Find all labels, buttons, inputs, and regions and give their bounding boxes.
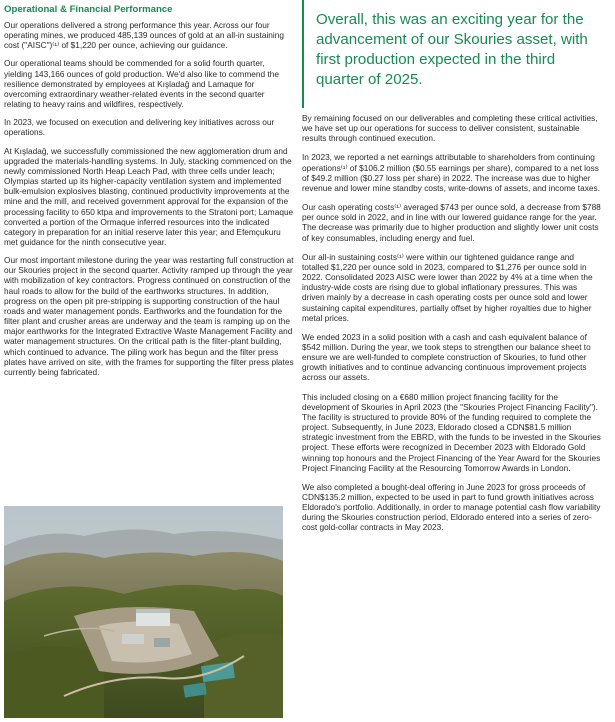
right-body [301, 113, 601, 533]
pull-quote [301, 0, 601, 113]
right-column [301, 0, 601, 542]
skouries-site-photo [4, 506, 283, 718]
left-paragraph-4: At Kışladağ, we successfully commissioned the new agglomeration drum and upgraded the materials-handling systems. In July, stacking commenced on the newly commissioned North Heap Leach Pad, with three cells under leach; Olympias started up its higher-capacity ventilation system and implemented bulk-emulsion explosives blasting, continued productivity improvements at the mine and the mill, and received government approval for the expansion of the processing facility to 650 ktpa and improvements to the Stratoni port; Lamaque converted a portion of the Ormaque inferred resources into the indicated category in preparation for an initial reserve later this year; and Efemçukuru met guidance for the ninth consecutive year. [4, 145, 294, 247]
left-paragraph-5: Our most important milestone during the year was restarting full construction at our Skouries project in the second quarter. Activity ramped up through the year with mobilization of key contractors. Progress continued on construction of the haul roads to allow for the build of the earthworks structures. In addition, progress on the open pit pre-stripping is supporting construction of the haul roads and water management ponds. Earthworks and the foundation for the filter plant and crusher areas are underway and the team is ramping up on the major earthworks for the Integrated Extractive Waste Management Facility and water management structures. On the critical path is the filter-plant building, which continued to advance. The piling work has begun and the filter press plates have arrived on site, with the frames for supporting the filter press plates currently being fabricated. [4, 255, 294, 377]
pull-quote-text: Overall, this was an exciting year for the advancement of our Skouries asset, with first production expected in the third quarter of 2025. [316, 11, 588, 88]
right-paragraph-7: We also completed a bought-deal offering in June 2023 for gross proceeds of CDN$135.2 million, expected to be used in part to fund growth initiatives across Eldorado's portfolio. Additionally, in order to manage potential cash flow variability during the Skouries construction period, Eldorado entered into a series of zero-cost gold-collar contracts in May 2023. [302, 481, 601, 533]
pull-quote-rule [302, 0, 304, 108]
right-paragraph-5: We ended 2023 in a solid position with a cash and cash equivalent balance of $542 million. During the year, we took steps to strengthen our balance sheet to ensure we are well-funded to complete construction of Skouries, to fund other growth initiatives and to continue advancing continuous improvement projects across our assets. [302, 331, 591, 383]
right-paragraph-2: In 2023, we reported a net earnings attributable to shareholders from continuing operations⁽¹⁾ of $106.2 million ($0.55 earnings per share), compared to a net loss of $49.2 million ($0.27 loss per share) in 2022. The increase was due to higher revenue and lower mine standby costs, write-downs of assets, and income taxes. [302, 152, 600, 193]
right-paragraph-3: Our cash operating costs⁽¹⁾ averaged $743 per ounce sold, a decrease from $788 per ounce sold in 2022, and in line with our lowered guidance range for the year. The decrease was primarily due to higher production and slightly lower unit costs of key consumables, including energy and fuel. [302, 202, 601, 243]
section-heading: Operational & Financial Performance [4, 4, 173, 15]
right-paragraph-6: This included closing on a €680 million project financing facility for the development of Skouries in April 2023 (the "Skouries Project Financing Facility"). The facility is structured to provide 80% of the funding required to complete the project. Subsequently, in June 2023, Eldorado closed a CDN$81.5 million strategic investment from the EBRD, with the funds to be invested in the Skouries project. These efforts were recognized in December 2023 with Eldorado Gold winning top honours and the Project Financing of the Year Award for the Skouries Project Financing Facility at the Resourcing Tomorrow Awards in London. [302, 391, 601, 473]
left-paragraph-1: Our operations delivered a strong performance this year. Across our four operating mines, we produced 485,139 ounces of gold at an all-in sustaining cost ("AISC")⁽¹⁾ of $1,220 per ounce, achieving our guidance. [4, 20, 284, 51]
left-paragraph-2: Our operational teams should be commended for a solid fourth quarter, yielding 143,166 ounces of gold production. We'd also like to commend the resilience demonstrated by employees at Kışladağ and Lamaque for overcoming extraordinary weather-related events in the second quarter relating to heavy rains and wildfires, respectively. [4, 58, 279, 110]
right-paragraph-4: Our all-in sustaining costs⁽¹⁾ were within our tightened guidance range and totalled $1,220 per ounce sold in 2023, compared to $1,276 per ounce sold in 2022. Consolidated 2023 AISC were lower than 2022 by 4% at a time when the industry-wide costs are rising due to global inflationary pressures. This was driven mainly by a decrease in cash operating costs per ounce sold and lower sustaining capital expenditures, partially offset by higher royalties due to higher metal prices. [302, 251, 593, 323]
left-paragraph-3: In 2023, we focused on execution and delivering key initiatives across our operations. [4, 117, 275, 138]
right-paragraph-1: By remaining focused on our deliverables and completing these critical activities, we have set up our operations for success to deliver consistent, sustainable results through continued execution. [302, 113, 598, 144]
left-column [4, 4, 294, 385]
